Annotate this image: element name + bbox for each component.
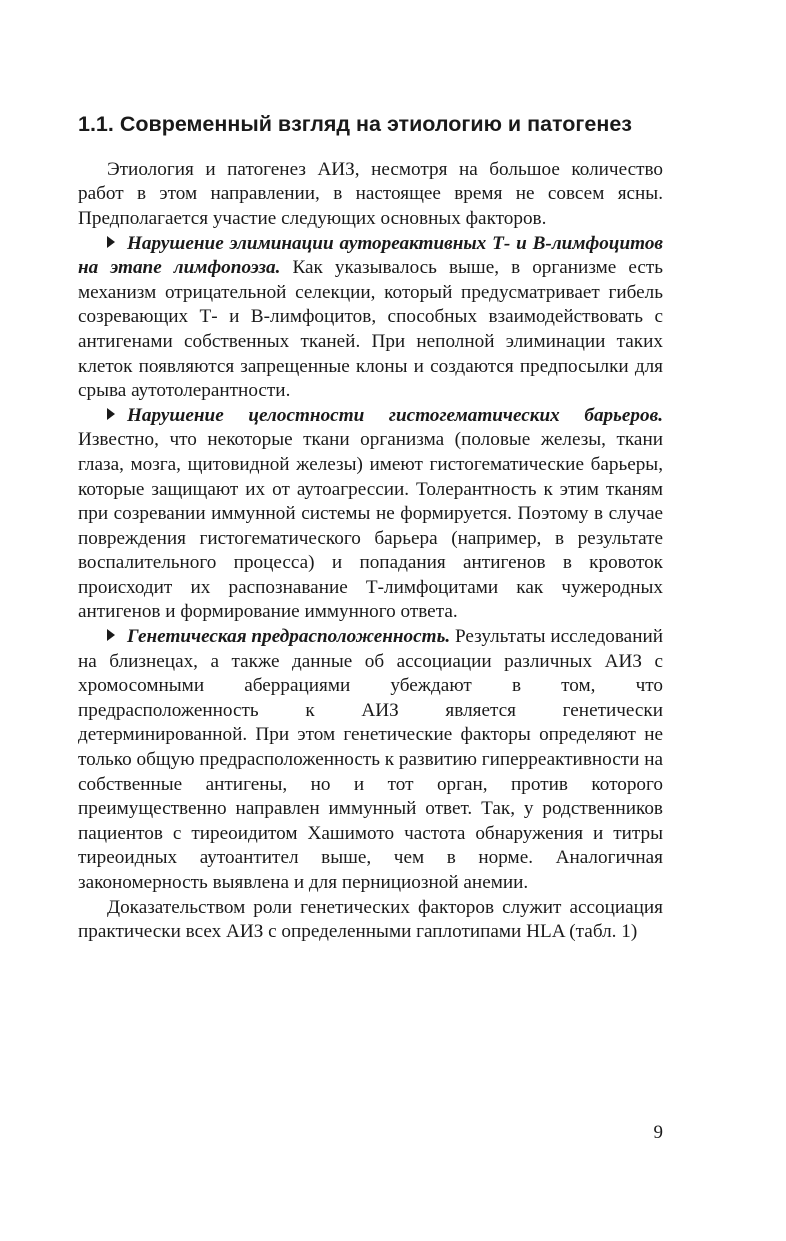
bullet-text: Результаты исследований на близнецах, а также данные об ассоциации различных АИЗ с хромосомными аберрациями убеждают в том, что предрасположенность к АИЗ является генетически детерминированной. При этом генетические факторы определяют не только общую предрасположенность к развитию гиперреактивности на собственные антигены, но и тот орган, против которого преимущественно направлен иммунный ответ. Так, у родственников пациентов с тиреоидитом Хашимото частота обнаружения и титры тиреоидных аутоантител выше, чем в норме. Аналогичная закономерность выявлена и для пернициозной анемии. — [78, 626, 664, 894]
intro-paragraph: Этиология и патогенез АИЗ, несмотря на большое количество работ в этом направлении, в настоящее время не совсем ясны. Предполагается участие следующих основных факторов. — [78, 158, 663, 229]
triangle-bullet-icon — [107, 236, 115, 248]
bullet-text: Известно, что некоторые ткани организма (половые железы, ткани глаза, мозга, щитовидной железы) имеют гистогематические барьеры, которые защищают их от аутоагрессии. Толерантность к этим тканям при созревании иммунной системы не формируется. Поэтому в случае повреждения гистогематического барьера (например, в результате воспалительного процесса) и попадания антигенов в кровоток происходит их распознавание Т-лимфоцитами как чужеродных антигенов и формирование иммунного ответа. — [78, 429, 663, 623]
body-text — [78, 158, 663, 945]
bullet-paragraph — [78, 625, 663, 896]
bullet-term: Нарушение целостности гистогематических барьеров. — [127, 404, 663, 426]
page-content — [78, 112, 663, 945]
triangle-bullet-icon — [107, 408, 115, 420]
bullet-paragraph — [78, 232, 663, 404]
section-title: 1.1. Современный взгляд на этиологию и патогенез — [78, 112, 632, 136]
bullet-text: Как указывалось выше, в организме есть механизм отрицательной селекции, который предусматривает гибель созревающих Т- и В-лимфоцитов, способных взаимодействовать с антигенами собственных тканей. При неполной элиминации таких клеток появляются запрещенные клоны и создаются предпосылки для срыва аутотолерантности. — [78, 257, 663, 402]
page-number: 9 — [653, 1122, 663, 1143]
triangle-bullet-icon — [107, 629, 115, 641]
bullet-term: Генетическая предрасположенность. — [127, 626, 451, 648]
bullet-term: Нарушение элиминации аутореактивных Т- и В-лимфоцитов на этапе лимфопоэза. — [78, 232, 663, 279]
closing-paragraph: Доказательством роли генетических факторов служит ассоциация практически всех АИЗ с определенными гаплотипами HLA (табл. 1) — [78, 896, 663, 943]
bullet-paragraph — [78, 404, 663, 625]
